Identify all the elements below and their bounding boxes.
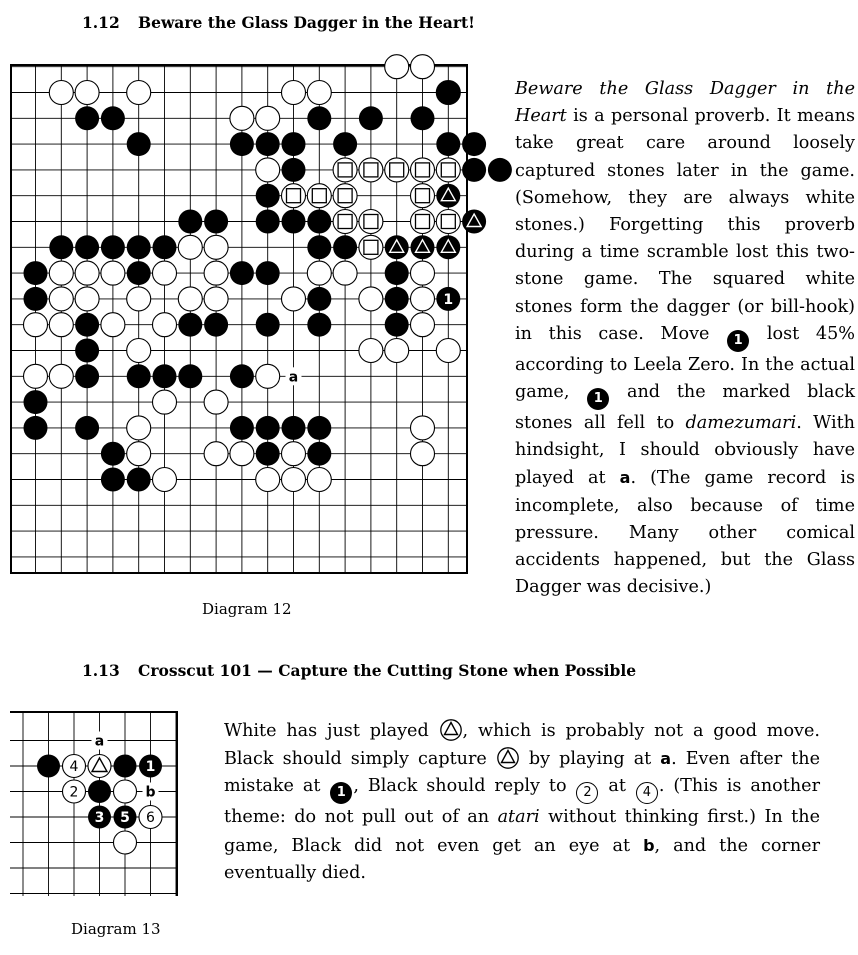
white-triangle-stone-inline [440,719,462,741]
section-13-paragraph: White has just played , which is probably not a good move. Black should simply capture by playing at a. Even after the mistake at 1 , Black should reply to 2 at 4 . (This is another theme: do not pull out of an atari without thinking first.) In the game, Black did not even get an eye at b, and the corner eventually died. [224,721,821,883]
black-stone [256,416,280,440]
point-label: a [288,369,299,386]
white-stone [359,287,383,311]
move-number: 2 [69,784,79,801]
black-stone [204,210,228,234]
black-stone [127,132,151,156]
black-stone [101,235,125,259]
black-stone [307,442,331,466]
move-number: 1 [443,291,454,308]
white-stone [75,81,99,105]
black-stone [75,235,99,259]
black-stone [230,132,254,156]
white-stone-squared [411,210,435,234]
move-number: 6 [146,810,155,826]
black-stone [282,158,306,182]
white-stone-4-inline: 4 [636,782,658,804]
black-stone [436,132,460,156]
white-stone [256,468,280,492]
black-stone [256,313,280,337]
move-number: 1 [145,759,156,775]
white-stone [282,287,306,311]
white-stone [411,313,435,337]
black-stone [114,755,137,778]
white-stone-squared [359,210,383,234]
white-stone [307,261,331,285]
black-stone [75,106,99,130]
black-stone [178,313,202,337]
black-stone [436,81,460,105]
proverb-name: Beware the Glass Dagger in the Heart [515,79,855,127]
white-stone [411,55,435,79]
black-stone [282,132,306,156]
black-stone [178,210,202,234]
black-stone [178,364,202,388]
go-board-diagram-12 [10,64,470,576]
white-stone [307,468,331,492]
white-stone [127,339,151,363]
white-stone [114,780,137,803]
section-heading: Crosscut 101 — Capture the Cutting Stone when Possible [138,661,637,680]
white-stone [385,55,409,79]
section-heading: Beware the Glass Dagger in the Heart! [138,13,475,32]
black-stone [282,416,306,440]
point-label: a [94,733,105,750]
white-stone-squared [411,158,435,182]
black-stone [462,132,486,156]
white-stone [282,81,306,105]
white-stone [411,287,435,311]
black-stone [359,106,383,130]
black-stone [307,210,331,234]
go-board-diagram-13 [10,710,180,896]
white-stone [49,364,73,388]
section-13-title [82,661,636,680]
black-stone [153,364,177,388]
white-stone [49,313,73,337]
term-damezumari: damezumari [685,413,797,434]
black-stone [307,416,331,440]
black-stone [24,416,48,440]
white-stone [256,158,280,182]
black-stone-1-inline: 1 [587,388,609,410]
white-stone [230,442,254,466]
black-stone [307,287,331,311]
white-stone-squared [436,158,460,182]
white-stone [75,287,99,311]
white-stone [153,390,177,414]
white-stone [153,261,177,285]
black-stone [49,235,73,259]
black-stone [256,261,280,285]
white-stone [333,261,357,285]
black-stone [75,339,99,363]
black-stone [256,442,280,466]
white-stone [24,364,48,388]
white-stone [127,287,151,311]
black-stone [230,261,254,285]
move-number: 5 [120,810,130,826]
black-stone [75,416,99,440]
black-stone [462,158,486,182]
white-stone [204,287,228,311]
white-stone [256,106,280,130]
white-stone [127,416,151,440]
black-stone [256,210,280,234]
black-stone [127,364,151,388]
black-stone [282,210,306,234]
white-stone [230,106,254,130]
white-stone [178,287,202,311]
white-stone [411,442,435,466]
point-a-ref: a [660,749,672,769]
white-stone [153,468,177,492]
white-stone [101,261,125,285]
white-stone [127,442,151,466]
white-stone [24,313,48,337]
black-stone [411,106,435,130]
white-stone [282,468,306,492]
white-stone-squared [385,158,409,182]
white-stone [385,339,409,363]
white-stone [359,339,383,363]
white-stone-squared [282,184,306,208]
white-stone [101,313,125,337]
black-stone [385,287,409,311]
point-a-ref: a [619,468,631,488]
section-number: 1.12 [82,13,120,32]
diagram-12-caption: Diagram 12 [202,600,292,618]
black-stone [24,287,48,311]
black-stone [75,313,99,337]
white-stone-squared [333,210,357,234]
section-number: 1.13 [82,661,120,680]
white-stone-squared [359,158,383,182]
black-stone [307,313,331,337]
white-stone [204,235,228,259]
white-stone [256,364,280,388]
black-stone-1-inline: 1 [330,782,352,804]
black-stone [230,364,254,388]
white-stone [307,81,331,105]
white-stone [178,235,202,259]
white-stone [204,390,228,414]
black-stone [307,106,331,130]
white-stone [411,261,435,285]
white-stone [282,442,306,466]
black-stone [127,468,151,492]
white-stone [49,287,73,311]
black-stone [256,184,280,208]
white-stone [75,261,99,285]
point-label: b [145,784,156,801]
black-stone [75,364,99,388]
white-stone-squared [359,235,383,259]
black-stone [101,106,125,130]
white-stone-squared [333,184,357,208]
white-triangle-stone-inline [497,747,519,769]
black-stone [385,313,409,337]
white-stone [153,313,177,337]
diagram-13-caption: Diagram 13 [71,920,161,938]
black-stone [127,235,151,259]
point-b-ref: b [643,835,655,855]
white-stone [204,261,228,285]
move-number: 4 [69,759,79,775]
white-stone-squared [411,184,435,208]
white-stone [436,339,460,363]
black-stone [307,235,331,259]
black-stone [204,313,228,337]
black-stone [385,261,409,285]
black-stone [333,235,357,259]
black-stone [153,235,177,259]
black-stone [333,132,357,156]
move-number: 3 [94,810,105,826]
black-stone [24,261,48,285]
black-stone [101,442,125,466]
black-stone [230,416,254,440]
white-stone [49,261,73,285]
black-stone [37,755,60,778]
white-stone-squared [436,210,460,234]
white-stone [114,831,137,854]
white-stone [127,81,151,105]
black-stone [24,390,48,414]
white-stone-squared [307,184,331,208]
black-stone [88,780,111,803]
section-12-paragraph: Beware the Glass Dagger in the Heart is a personal proverb. It means take great care around loosely captured stones later in the game. (Somehow, they are always white stones.) Forgetting this proverb during a time scramble lost this two-stone game. The squared white stones form the dagger (or bill-hook) in this case. Move 1 lost 45% according to Leela Zero. In the actual game, 1 and the marked black stones all fell to damezumari. With hindsight, I should obviously have played at a. (The game record is incomplete, also because of time pressure. Many other comical accidents happened, but the Glass Dagger was decisive.) [515,79,855,598]
term-atari: atari [497,807,540,828]
white-stone [411,416,435,440]
black-stone [101,468,125,492]
white-stone-squared [333,158,357,182]
section-12-title [82,13,475,32]
black-stone [488,158,512,182]
white-stone [49,81,73,105]
black-stone [256,132,280,156]
black-stone [127,261,151,285]
white-stone [204,442,228,466]
black-stone-1-inline: 1 [727,330,749,352]
white-stone-2-inline: 2 [576,782,598,804]
